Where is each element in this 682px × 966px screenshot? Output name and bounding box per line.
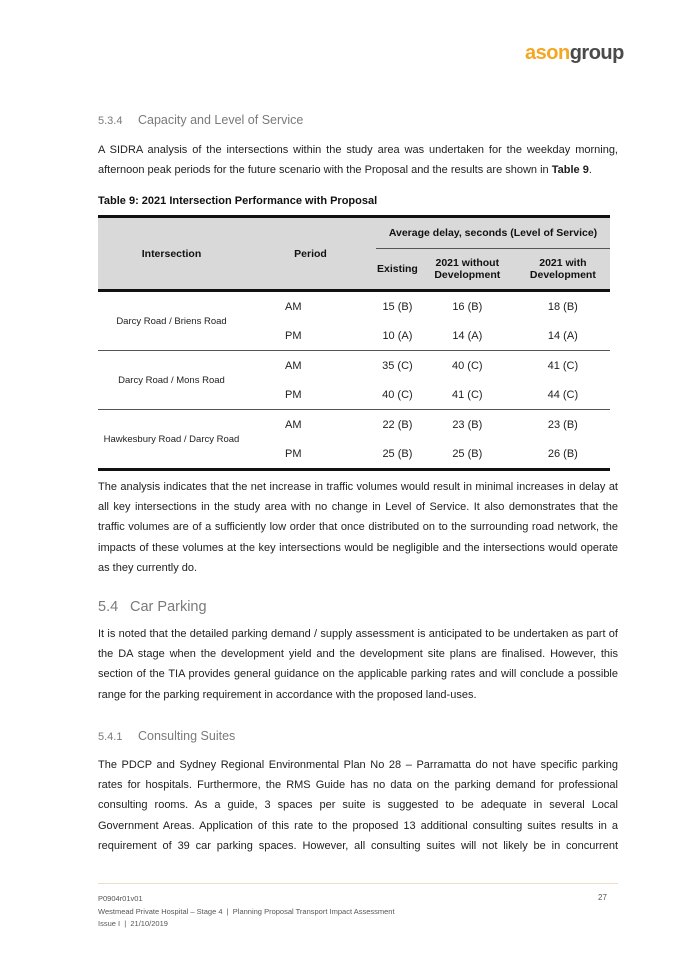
car-parking-paragraph: It is noted that the detailed parking demand / supply assessment is anticipated to be undertaken as part of the DA stage when the development yield and the development site plans are finalised. However, this section of the TIA provides general guidance on the applicable parking rates and will conclude a possible range for the parking requirement in accordance with the proposed land-uses.: [98, 628, 618, 701]
header-period: Period: [245, 217, 376, 291]
intersection-name: Darcy Road / Mons Road: [98, 351, 245, 410]
logo-part-ason: ason: [525, 42, 570, 64]
intersection-name: Hawkesbury Road / Darcy Road: [98, 410, 245, 470]
table-row: PM 40 (C) 41 (C) 44 (C): [98, 380, 610, 410]
issue-date: Issue I | 21/10/2019: [98, 919, 168, 928]
header-existing: Existing: [376, 249, 419, 291]
document-reference: P0904r01v01: [98, 894, 143, 903]
section-number: 5.4.1: [98, 731, 123, 743]
intersection-name: Darcy Road / Briens Road: [98, 291, 245, 351]
section-heading-5-4: [98, 599, 207, 615]
table-caption: Table 9: 2021 Intersection Performance with Proposal: [98, 195, 378, 207]
intro-paragraph: A SIDRA analysis of the intersections within the study area was undertaken for the weekday morning, afternoon peak periods for the future scenario with the Proposal and the results are shown in Table 9.: [98, 144, 618, 177]
page-footer: [98, 893, 395, 931]
consulting-suites-paragraph: The PDCP and Sydney Regional Environmental Plan No 28 – Parramatta do not have specific parking rates for hospitals. Furthermore, the RMS Guide has no data on the parking demand for professional consulting rooms. As a guide, 3 spaces per suite is suggested to be adequate in several Local Government Areas. Application of this rate to the proposed 13 additional consulting suites results in a requirement of 39 car parking spaces. However, all consulting suites will not likely be in concurrent: [98, 759, 618, 852]
footer-divider: [98, 883, 618, 884]
section-number: 5.4: [98, 599, 119, 615]
header-with-development: 2021 with Development: [516, 249, 610, 291]
section-title: Car Parking: [130, 599, 207, 615]
section-title: Capacity and Level of Service: [138, 113, 304, 127]
page-number: 27: [598, 893, 607, 902]
section-heading-5-4-1: [98, 729, 235, 743]
analysis-paragraph: The analysis indicates that the net increase in traffic volumes would result in minimal increases in delay at all key intersections in the study area with no change in Level of Service. It also demonstrates that the traffic volumes are of a sufficiently low order that once distributed on to the surrounding road network, the impacts of these volumes at the key intersections would be negligible and the intersections would operate as they currently do.: [98, 481, 618, 574]
intersection-performance-table: [98, 215, 610, 471]
table-row: PM 10 (A) 14 (A) 14 (A): [98, 321, 610, 351]
document-title: Westmead Private Hospital – Stage 4 | Planning Proposal Transport Impact Assessment: [98, 906, 395, 916]
header-without-development: 2021 without Development: [419, 249, 516, 291]
header-intersection: Intersection: [98, 217, 245, 291]
header-average-delay: Average delay, seconds (Level of Service): [376, 217, 610, 249]
table-reference: Table 9: [551, 164, 589, 177]
table-row: Darcy Road / Mons Road AM 35 (C) 40 (C) 41 (C): [98, 351, 610, 381]
table-row: Darcy Road / Briens Road AM 15 (B) 16 (B) 18 (B): [98, 291, 610, 322]
table-row: Hawkesbury Road / Darcy Road AM 22 (B) 23 (B) 23 (B): [98, 410, 610, 440]
company-logo: [525, 42, 624, 65]
section-number: 5.3.4: [98, 115, 123, 127]
section-heading-5-3-4: [98, 113, 303, 127]
section-title: Consulting Suites: [138, 729, 236, 743]
table-row: PM 25 (B) 25 (B) 26 (B): [98, 439, 610, 470]
logo-part-group: group: [569, 42, 624, 64]
